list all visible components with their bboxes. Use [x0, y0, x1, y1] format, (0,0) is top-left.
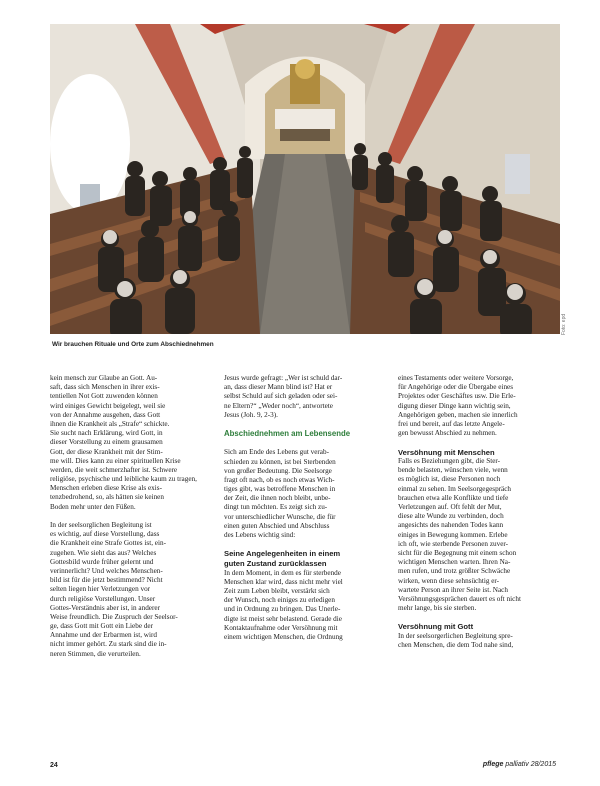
body-text-line: wartete Person an ihrer Seite ist. Nach: [398, 585, 508, 594]
photo-caption: Wir brauchen Rituale und Orte zum Abschiednehmen: [52, 341, 214, 348]
body-text-line: nicht immer gehört. Zu stark sind die in-: [50, 640, 167, 649]
magazine-name: pflege: [482, 761, 504, 768]
body-text-line: schieden zu können, ist bei Sterbenden: [224, 457, 336, 466]
body-text-line: bende belasten, wünschen viele, wenn: [398, 466, 508, 475]
body-text-line: Jesus wurde gefragt: „Wer ist schuld dar-: [224, 374, 343, 382]
body-text-line: Zeit zum Leben bleibt, verstärkt sich: [224, 586, 330, 595]
body-text-line: wichtigen Menschen warten. Ihren Na-: [398, 558, 511, 567]
body-text-line: Falls es Beziehungen gibt, die Ster-: [398, 457, 501, 466]
section-heading: Abschiednehmen am Lebensende: [224, 429, 351, 439]
text-column-1: [50, 374, 214, 659]
body-text-line: ihnen die Krankheit als „Strafe“ schickte.: [50, 419, 170, 428]
page-number: 24: [50, 762, 58, 769]
body-text-line: werden, die weit schmerzhafter ist. Schwere: [50, 465, 178, 474]
body-text-line: sicht für die Begegnung mit einem schon: [398, 548, 517, 557]
body-text-line: mehr lange, bis sie sterben.: [398, 604, 477, 613]
body-text-line: die Krankheit eine Strafe Gottes ist, ein-: [50, 539, 166, 548]
body-text-line: Weise freundlich. Die Zuspruch der Seelsor-: [50, 612, 178, 621]
paragraph-gap: [224, 420, 388, 429]
body-text-line: für Angehörige oder die Übergabe eines: [398, 383, 514, 392]
body-text-line: me will. Dies kann zu einer spirituellen Krise: [50, 456, 181, 465]
magazine-footer: [483, 761, 556, 768]
body-text-line: Sich am Ende des Lebens gut verab-: [224, 448, 329, 457]
subheading: Versöhnung mit Menschen: [398, 447, 495, 457]
body-text-line: ge, dass Gott mit Gott ein Liebe der: [50, 622, 153, 631]
body-text-line: brauchen etwa alle Konflikte und tiefe: [398, 493, 509, 502]
body-text-line: wirken, wenn diese sehnsüchtig er-: [398, 576, 500, 585]
body-text-line: Sie sucht nach Erklärung, wird Gott, in: [50, 429, 163, 438]
paragraph-gap: [398, 438, 562, 447]
body-text-line: Projektes oder Geschäftes usw. Die Erle-: [398, 392, 516, 401]
body-text-line: es möglich ist, diese Personen noch: [398, 475, 501, 484]
body-text-line: der Zeit, die ihnen noch bleibt, unbe-: [224, 494, 331, 503]
church-photo: [50, 24, 560, 334]
body-text-line: einen guten Abschied und Abschluss: [224, 521, 330, 530]
body-text-line: Angehörigen geben, machen sie innerlich: [398, 410, 518, 419]
body-text-line: digte ist meist sehr belastend. Gerade die: [224, 614, 342, 623]
body-text-line: vor unterschiedlicher Wunsche, die für: [224, 512, 336, 521]
body-text-line: Gottesbild wurde früher gelernt und: [50, 557, 154, 566]
body-text-line: dingt tun möchten. Es zeigt sich zu-: [224, 503, 328, 512]
body-text-line: wird einiges Gewicht beigelegt, weil sie: [50, 401, 166, 410]
body-text-line: Gott, der diese Krankheit mit der Stim-: [50, 447, 163, 456]
body-text-line: tenzbedrohend, so, als hätten sie keinen: [50, 493, 164, 502]
body-text-line: eines Testaments oder weitere Vorsorge,: [398, 374, 514, 382]
body-text-line: frei und bereit, auf das letzte Angele-: [398, 419, 505, 428]
body-text-line: gen bewusst Abschied zu nehmen.: [398, 429, 497, 438]
body-text-line: angesichts des nahenden Todes kann: [398, 521, 504, 530]
body-text-line: ne Eltern?“ „Weder noch“, antwortete: [224, 401, 333, 410]
paragraph-gap: [224, 540, 388, 549]
body-text-line: ich oft, wie sterbende Personen zuver-: [398, 539, 509, 548]
paragraph-gap: [224, 439, 388, 448]
body-text-line: religiöse, psychische und leibliche kaum zu tragen,: [50, 475, 197, 484]
body-text-line: tentiellen Not Gott zuwenden können: [50, 392, 158, 401]
body-text-line: Boden mehr unter den Füßen.: [50, 502, 136, 511]
photo-credit: Foto: epd: [561, 313, 567, 335]
text-column-2: [224, 374, 388, 642]
body-text-line: einmal zu sehen. Im Seelsorgegespräch: [398, 484, 512, 493]
body-text-line: Verletzungen auf. Oft fehlt der Mut,: [398, 503, 502, 512]
body-text-line: des Lebens wichtig sind:: [224, 531, 296, 539]
body-text-line: fragt oft nach, ob es noch etwas Wich-: [224, 475, 335, 484]
body-text-line: einiges in Bewegung kommen. Erlebe: [398, 530, 508, 539]
paragraph-gap: [50, 512, 214, 521]
body-text-line: es wichtig, auf diese Vorstellung, dass: [50, 530, 160, 539]
body-text-line: verinnerlicht? Und welches Menschen-: [50, 566, 163, 575]
body-text-line: men rufen, und trotz größter Schwäche: [398, 567, 511, 576]
body-text-line: Jesus (Joh. 9, 2-3).: [224, 410, 278, 419]
body-text-line: Menschen erleben diese Krise als exis-: [50, 484, 162, 493]
body-text-line: zugehen. Wie sieht das aus? Welches: [50, 548, 157, 557]
body-text-line: neren Stimmen, die verurteilen.: [50, 649, 141, 658]
body-text-line: dieser Vorstellung zu einem grausamen: [50, 438, 163, 447]
subheading: Versöhnung mit Gott: [398, 622, 474, 632]
magazine-issue: palliativ 28/2015: [505, 761, 556, 768]
body-text-line: selbst Schuld auf sich geladen oder sei-: [224, 392, 338, 401]
body-text-line: durch religiöse Vorstellungen. Unser: [50, 594, 156, 603]
paragraph-gap: [398, 613, 562, 622]
body-text-line: In der seelsorgerlichen Begleitung spre-: [398, 632, 513, 641]
body-text-line: selten liegen hier Verletzungen vor: [50, 585, 151, 594]
body-text-line: Kontaktaufnahme oder Versöhnung mit: [224, 623, 338, 632]
body-text-line: digung dieser Dinge kann wichtig sein,: [398, 401, 511, 410]
body-text-line: einem wichtigen Menschen, die Ordnung: [224, 632, 343, 641]
body-text-line: diese alte Wunde zu verbinden, doch: [398, 512, 504, 521]
body-text-line: kein mensch zur Glaube an Gott. Au-: [50, 374, 158, 382]
body-text-line: saft, dass sich Menschen in ihrer exis-: [50, 383, 160, 392]
body-text-line: In der seelsorglichen Begleitung ist: [50, 521, 152, 529]
body-text-line: In dem Moment, in dem es für sterbende: [224, 568, 341, 577]
body-text-line: von der Annahme ausgehen, dass Gott: [50, 410, 161, 419]
body-text-line: tiges gibt, was betroffene Menschen in: [224, 485, 336, 494]
subheading: guten Zustand zurücklassen: [224, 558, 327, 568]
body-text-line: bild ist für die jetzt bestimmend? Nicht: [50, 576, 163, 585]
text-column-3: [398, 374, 562, 650]
body-text-line: der Wunsch, noch einiges zu erledigen: [224, 596, 335, 605]
body-text-line: und in Ordnung zu bringen. Das Unerle-: [224, 605, 341, 614]
body-text-line: chen Menschen, die dem Tod nahe sind,: [398, 641, 514, 650]
subheading: Seine Angelegenheiten in einem: [224, 549, 341, 559]
body-text-line: Menschen klar wird, dass nicht mehr viel: [224, 577, 343, 586]
body-text-line: Annahme und der Erbarmen ist, wird: [50, 631, 157, 640]
body-text-line: Versöhnungsgesprächen dauert es oft nicht: [398, 594, 521, 603]
body-text-line: an, dass dieser Mann blind ist? Hat er: [224, 383, 333, 392]
body-text-line: Gottes-Verständnis aber ist, in anderer: [50, 603, 160, 612]
body-text-line: von großer Bedeutung. Die Seelsorge: [224, 466, 332, 475]
